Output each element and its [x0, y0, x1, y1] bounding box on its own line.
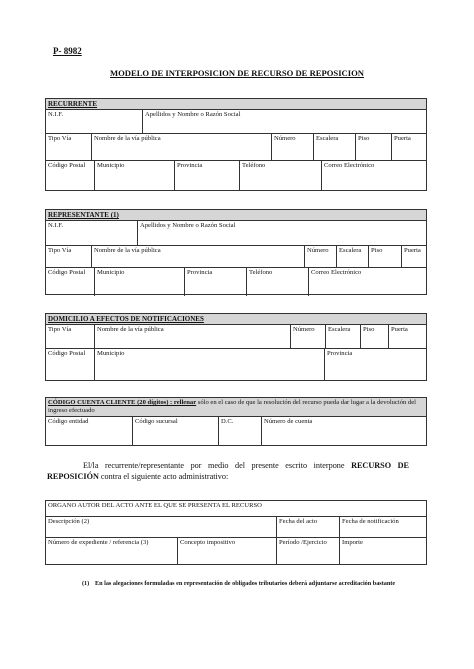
numero-cuenta-field[interactable]: Número de cuenta — [261, 417, 426, 445]
domicilio-row-location — [46, 349, 426, 381]
organo-autor-field[interactable]: ORGANO AUTOR DEL ACTO ANTE EL QUE SE PRESENTA EL RECURSO — [48, 502, 262, 509]
recurrente-via-field[interactable]: Nombre de la vía pública — [91, 134, 271, 160]
recurrente-numero-field[interactable]: Número — [271, 134, 313, 160]
footnote-text: En las alegaciones formuladas en representación de obligados tributarios deberá adjuntarse acreditación bastante — [95, 580, 396, 587]
recurrente-heading: RECURRENTE — [46, 99, 426, 110]
recurrente-piso-field[interactable]: Piso — [355, 134, 391, 160]
representante-telefono-field[interactable]: Teléfono — [246, 268, 308, 296]
domicilio-tipo-via-field[interactable]: Tipo Vía — [48, 326, 72, 333]
recurrente-nombre-field[interactable]: Apellidos y Nombre o Razón Social — [142, 110, 426, 133]
representante-piso-field[interactable]: Piso — [368, 246, 401, 267]
acto-row-descripcion — [46, 517, 426, 538]
cuenta-heading-rest: sólo en el caso de que la resolución del recurso pueda dar lugar a la devolución del ingreso efectuado — [48, 399, 417, 414]
representante-row-contact — [46, 268, 426, 296]
footnote — [82, 580, 411, 588]
representante-cp-field[interactable]: Código Postal — [48, 269, 86, 276]
recurrente-tipo-via-field[interactable]: Tipo Vía — [48, 135, 72, 142]
recurrente-municipio-field[interactable]: Municipio — [94, 161, 174, 191]
representante-nif-field[interactable]: N.I.F. — [48, 222, 64, 229]
periodo-ejercicio-field[interactable]: Período /Ejercicio — [276, 538, 339, 564]
codigo-entidad-field[interactable]: Código entidad — [48, 418, 89, 425]
fecha-notificacion-field[interactable]: Fecha de notificación — [339, 517, 426, 537]
representante-section — [45, 209, 427, 295]
representante-tipo-via-field[interactable]: Tipo Vía — [48, 247, 72, 254]
paragraph-bold: RECURSO DE REPOSICIÓN — [47, 461, 409, 481]
concepto-impositivo-field[interactable]: Concepto impositivo — [177, 538, 276, 564]
representante-row-address — [46, 246, 426, 268]
domicilio-piso-field[interactable]: Piso — [360, 325, 388, 348]
recurrente-provincia-field[interactable]: Provincia — [174, 161, 239, 191]
recurrente-row-address — [46, 134, 426, 161]
footnote-number: (1) — [82, 580, 90, 587]
domicilio-cp-field[interactable]: Código Postal — [48, 350, 86, 357]
domicilio-section — [45, 313, 427, 381]
recurrente-telefono-field[interactable]: Teléfono — [239, 161, 321, 191]
recurrente-row-contact — [46, 161, 426, 191]
acto-organo-row — [46, 501, 426, 517]
dc-field[interactable]: D.C. — [218, 417, 261, 445]
fecha-acto-field[interactable]: Fecha del acto — [276, 517, 339, 537]
recurrente-escalera-field[interactable]: Escalera — [313, 134, 355, 160]
representante-puerta-field[interactable]: Puerta — [401, 246, 426, 267]
recurrente-puerta-field[interactable]: Puerta — [391, 134, 426, 160]
paragraph-pre: El/la recurrente/representante por medio del presente escrito interpone — [83, 461, 352, 470]
descripcion-field[interactable]: Descripción (2) — [48, 518, 90, 525]
domicilio-puerta-field[interactable]: Puerta — [388, 325, 426, 348]
acto-row-expediente — [46, 538, 426, 564]
paragraph-post: contra el siguiente acto administrativo: — [98, 471, 229, 481]
representante-escalera-field[interactable]: Escalera — [336, 246, 368, 267]
cuenta-heading-bold: CÓDIGO CUENTA CLIENTE (20 dígitos) : rellenar — [48, 399, 197, 406]
domicilio-row-address — [46, 325, 426, 349]
codigo-sucursal-field[interactable]: Código sucursal — [132, 417, 218, 445]
cuenta-section — [45, 397, 427, 446]
domicilio-heading: DOMICILIO A EFECTOS DE NOTIFICACIONES — [46, 314, 426, 325]
cuenta-heading — [46, 398, 426, 417]
recurrente-row-id — [46, 110, 426, 134]
representante-via-field[interactable]: Nombre de la vía pública — [91, 246, 304, 267]
recurrente-correo-field[interactable]: Correo Electrónico — [321, 161, 426, 191]
acto-section — [45, 500, 427, 565]
representante-row-id — [46, 221, 426, 246]
representante-provincia-field[interactable]: Provincia — [184, 268, 246, 296]
domicilio-numero-field[interactable]: Número — [290, 325, 325, 348]
recurrente-cp-field[interactable]: Código Postal — [48, 162, 86, 169]
recurrente-nif-field[interactable]: N.I.F. — [48, 111, 64, 118]
importe-field[interactable]: Importe — [339, 538, 426, 564]
domicilio-municipio-field[interactable]: Municipio — [94, 349, 324, 381]
cuenta-row — [46, 417, 426, 445]
recurrente-section — [45, 98, 427, 191]
representante-nombre-field[interactable]: Apellidos y Nombre o Razón Social — [137, 221, 426, 245]
domicilio-escalera-field[interactable]: Escalera — [325, 325, 360, 348]
domicilio-via-field[interactable]: Nombre de la vía pública — [94, 325, 290, 348]
representante-heading: REPRESENTANTE (1) — [46, 210, 426, 221]
representante-correo-field[interactable]: Correo Electrónico — [308, 268, 426, 296]
domicilio-provincia-field[interactable]: Provincia — [324, 349, 426, 381]
representante-numero-field[interactable]: Número — [304, 246, 336, 267]
form-code: P- 8982 — [53, 46, 82, 56]
expediente-field[interactable]: Número de expediente / referencia (3) — [48, 539, 149, 546]
interposicion-paragraph — [47, 461, 409, 482]
form-title: MODELO DE INTERPOSICION DE RECURSO DE REPOSICION — [109, 68, 365, 78]
representante-municipio-field[interactable]: Municipio — [94, 268, 184, 296]
